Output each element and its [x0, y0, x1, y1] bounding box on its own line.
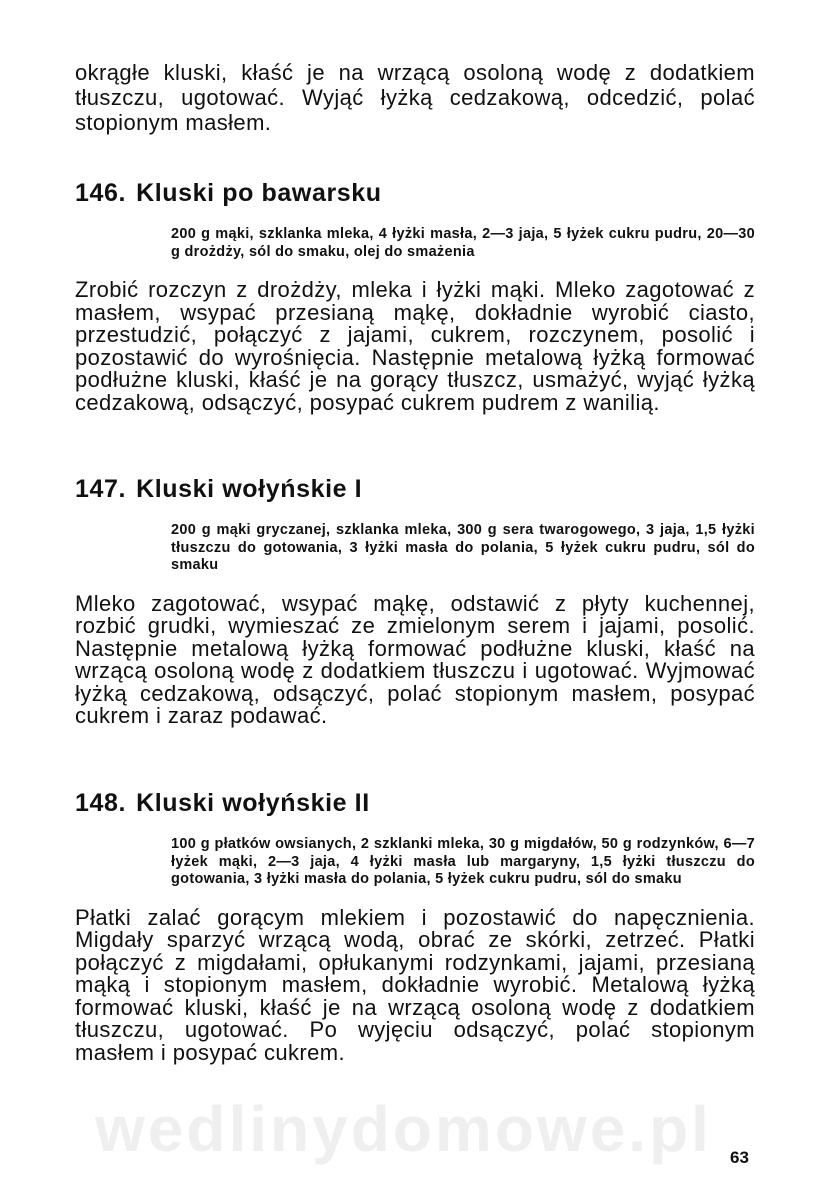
recipe-147: [75, 474, 755, 728]
ingredients-list: 200 g mąki, szklanka mleka, 4 łyżki masła, 2—3 jaja, 5 łyżek cukru pudru, 20—30 g drożdży, sól do smaku, olej do smażenia: [171, 226, 755, 260]
recipe-title: [75, 178, 755, 208]
instructions-paragraph: Mleko zagotować, wsypać mąkę, odstawić z płyty kuchennej, rozbić grudki, wymieszać ze zmielonym serem i jajami, posolić. Następnie metalową łyżką formować podłużne kluski, kłaść na wrzącą osoloną wodę z dodatkiem tłuszczu i ugotować. Wyjmować łyżką cedzakową, odsączyć, polać stopionym masłem, posypać cukrem i zaraz podawać.: [75, 590, 755, 728]
recipe-148: [75, 788, 755, 1064]
instructions-paragraph: Zrobić rozczyn z drożdży, mleka i łyżki mąki. Mleko zagotować z masłem, wsypać przesianą mąkę, dokładnie wyrobić ciasto, przestudzić, połączyć z jajami, cukrem, rozczynem, posolić i pozostawić do wyrośnięcia. Następnie metalową łyżką formować podłużne kluski, kłaść je na gorący tłuszcz, usmażyć, wyjąć łyżką cedzakową, odsączyć, posypać cukrem pudrem z wanilią.: [75, 277, 755, 415]
recipe-number: 148.: [75, 789, 127, 817]
recipe-146: [75, 178, 755, 414]
recipe-number: 147.: [75, 475, 127, 503]
ingredients-list: 100 g płatków owsianych, 2 szklanki mleka, 30 g migdałów, 50 g rodzynków, 6—7 łyżek mąki, 2—3 jaja, 4 łyżki masła lub margaryny, 1,5 łyżki tłuszczu do gotowania, 3 łyżki masła do polania, 5 łyżek cukru pudru, sól do smaku: [171, 836, 755, 887]
recipe-title: [75, 474, 755, 504]
intro-paragraph: okrągłe kluski, kłaść je na wrzącą osoloną wodę z dodatkiem tłuszczu, ugotować. Wyjąć łyżką cedzakową, odcedzić, polać stopionym masłem.: [75, 60, 755, 135]
recipe-title: [75, 788, 755, 818]
page-number: 63: [730, 1148, 749, 1167]
recipe-name: Kluski po bawarsku: [136, 179, 382, 207]
recipe-number: 146.: [75, 179, 127, 207]
recipe-name: Kluski wołyńskie I: [136, 475, 363, 503]
instructions-paragraph: Płatki zalać gorącym mlekiem i pozostawić do napęcznienia. Migdały sparzyć wrzącą wodą, obrać ze skórki, zetrzeć. Płatki połączyć z migdałami, opłukanymi rodzynkami, jajami, przesianą mąką i stopionym masłem, dokładnie wyrobić. Metalową łyżką formować kluski, kłaść je na wrzącą osoloną wodę z dodatkiem tłuszczu, ugotować. Po wyjęciu odsączyć, polać stopionym masłem i posypać cukrem.: [75, 904, 755, 1065]
ingredients-list: 200 g mąki gryczanej, szklanka mleka, 300 g sera twarogowego, 3 jaja, 1,5 łyżki tłuszczu do gotowania, 3 łyżki masła do polania, 5 łyżek cukru pudru, sól do smaku: [171, 522, 755, 573]
watermark: wedlinydomowe.pl: [95, 1093, 712, 1165]
recipe-name: Kluski wołyńskie II: [136, 789, 370, 817]
